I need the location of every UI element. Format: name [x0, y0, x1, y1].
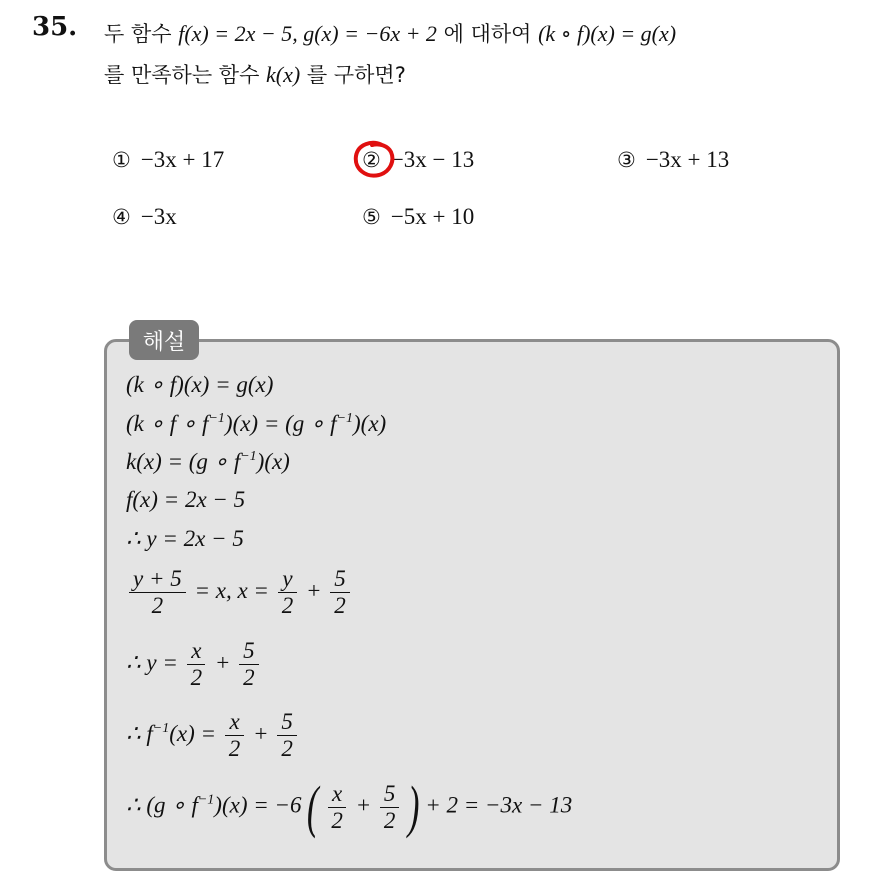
choice-1[interactable]	[112, 147, 224, 173]
solution-line-4: f(x) = 2x − 5	[126, 487, 246, 512]
choice-1-number: ①	[112, 148, 131, 172]
fraction: $\frac{x}{2}$	[225, 709, 245, 762]
fraction: $\frac{5}{2}$	[277, 709, 297, 762]
fraction: $\frac{x}{2}$	[327, 781, 347, 834]
solution-line-2: (k ∘ f ∘ $f^{-1})(x) = (g$ ∘ $f^{-1})(x)$	[126, 411, 387, 436]
choice-5[interactable]	[362, 204, 474, 230]
solution-line-1: (k ∘ f)(x) = g(x)	[126, 372, 274, 397]
choice-2-number: ②	[362, 148, 381, 172]
solution-line-3: k(x) = (g ∘ $f^{-1})(x)$	[126, 449, 290, 474]
choice-5-number: ⑤	[362, 205, 381, 229]
solution-line-6: $\frac{y + 5}{2}$ = x, x = $\frac{y}{2}$ + $\frac{5}{2}$	[126, 566, 353, 619]
question-line1-math1: f(x) = 2x − 5, g(x) = −6x + 2	[178, 21, 437, 46]
question-line1-part1: 두 함수	[104, 22, 179, 46]
choice-2[interactable]	[362, 147, 474, 173]
solution-label: 해설	[129, 320, 199, 360]
question-line-2	[104, 55, 874, 96]
question-line2-part2: 를 구하면?	[300, 63, 406, 87]
fraction: $\frac{5}{2}$	[330, 566, 350, 619]
question-text	[104, 14, 874, 96]
question-line2-math1: k(x)	[266, 62, 301, 87]
choice-3-number: ③	[617, 148, 636, 172]
solution-line-7: ∴ y = $\frac{x}{2}$ + $\frac{5}{2}$	[126, 638, 262, 691]
question-number: 35.	[32, 12, 78, 42]
solution-line-9: ∴ (g ∘ $f^{-1})(x) = -6$ ( $\frac{x}{2}$ + $\frac{5}{2}$ ) + 2 = −3x − 13	[126, 774, 573, 839]
choice-1-text: −3x + 17	[140, 147, 225, 172]
choice-3-text: −3x + 13	[645, 147, 730, 172]
question-line-1	[104, 14, 874, 55]
solution-line-8: ∴ $f^{-1}(x)$ = $\frac{x}{2}$ + $\frac{5}{2}$	[126, 709, 300, 762]
solution-line-5: ∴ y = 2x − 5	[126, 526, 244, 551]
question-line2-part1: 를 만족하는 함수	[104, 63, 267, 87]
question-line1-part2: 에 대하여	[436, 22, 539, 46]
fraction: $\frac{y + 5}{2}$	[129, 566, 186, 619]
choice-2-text: −3x − 13	[390, 147, 475, 172]
choice-4-text: −3x	[140, 204, 177, 229]
fraction: $\frac{x}{2}$	[187, 638, 207, 691]
fraction: $\frac{y}{2}$	[278, 566, 298, 619]
choice-5-text: −5x + 10	[390, 204, 475, 229]
choice-4[interactable]	[112, 204, 177, 230]
fraction: $\frac{5}{2}$	[239, 638, 259, 691]
choice-3[interactable]	[617, 147, 729, 173]
question-line1-math2: (k ∘ f)(x) = g(x)	[538, 21, 677, 46]
fraction: $\frac{5}{2}$	[380, 781, 400, 834]
choice-4-number: ④	[112, 205, 131, 229]
